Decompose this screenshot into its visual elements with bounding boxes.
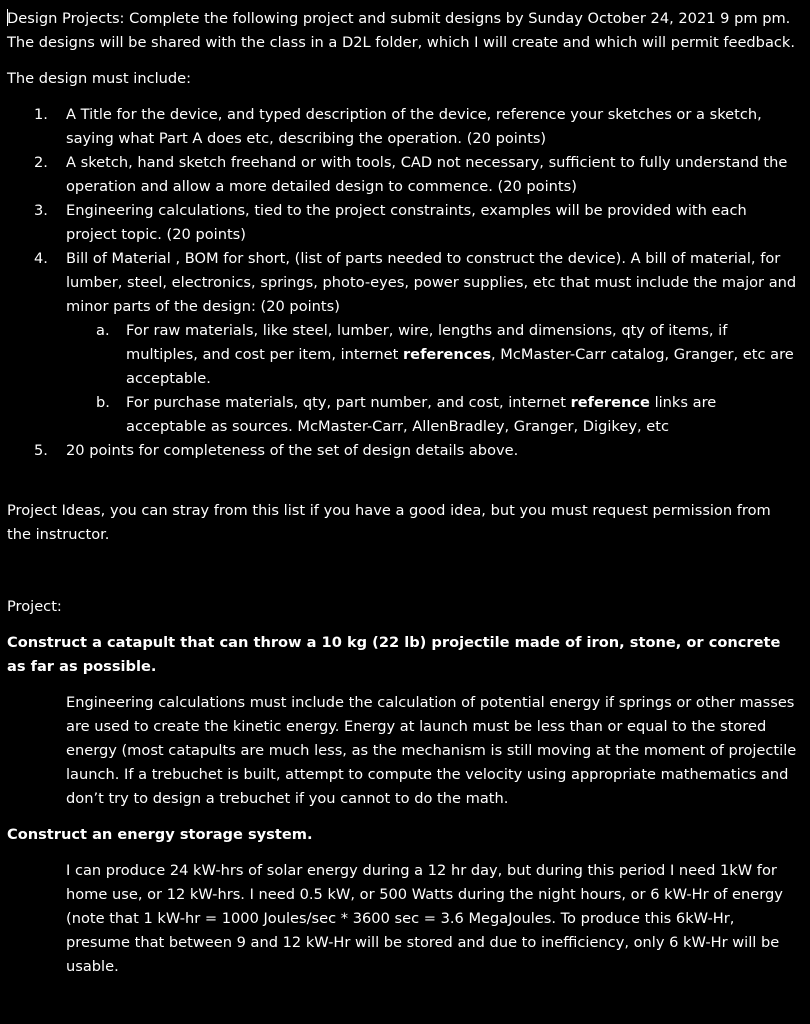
catapult-heading: Construct a catapult that can throw a 10 kg (22 lb) projectile made of iron, stone, or concrete as far as possible. [7,634,781,675]
bom-subitem-text-pre: For raw materials, like steel, lumber, wire, lengths and dimensions, qty of items, if multiples, and cost per item, internet [126,322,728,363]
bom-subitem-text [126,322,794,387]
requirement-number: 1. [34,106,48,123]
bom-subitem-bold: references [402,346,492,363]
requirement-item [7,103,799,151]
requirement-number: 4. [34,250,48,267]
requirement-text: A Title for the device, and typed description of the device, reference your sketches or a sketch, saying what Part A does etc, describing the operation. (20 points) [66,106,762,147]
intro-paragraph [7,7,799,55]
energy-storage-heading: Construct an energy storage system. [7,826,313,843]
bom-subitem-text-post: , McMaster-Carr catalog, Granger, etc are acceptable. [126,346,794,387]
project-label: Project: [7,598,62,615]
requirement-text: A sketch, hand sketch freehand or with tools, CAD not necessary, sufficient to fully understand the operation and allow a more detailed design to commence. (20 points) [66,154,788,195]
bom-subitem-text-post: links are acceptable as sources. McMaster-Carr, AllenBradley, Granger, Digikey, etc [126,394,717,435]
bom-subitem [66,391,799,439]
requirement-number: 5. [34,442,48,459]
requirements-list [7,103,799,463]
requirement-number: 2. [34,154,48,171]
requirement-text: 20 points for completeness of the set of design details above. [66,442,519,459]
requirement-item [7,199,799,247]
bom-subitem-bold: reference [570,394,650,411]
bom-sublist [66,319,799,439]
requirement-item [7,439,799,463]
bom-subitem-letter: b. [96,394,110,411]
requirement-text: Engineering calculations, tied to the project constraints, examples will be provided with each project topic. (20 points) [66,202,747,243]
bom-subitem-letter: a. [96,322,110,339]
requirement-item [7,247,799,439]
bom-subitem-text-pre: For purchase materials, qty, part number, and cost, internet [126,394,571,411]
catapult-description: Engineering calculations must include the calculation of potential energy if springs or other masses are used to create the kinetic energy. Energy at launch must be less than or equal to the stored energy (most catapults are much less, as the mechanism is still moving at the moment of projectile launch. If a trebuchet is built, attempt to compute the velocity using appropriate mathematics and don’t try to design a trebuchet if you cannot to do the math. [66,694,797,807]
bom-subitem-text [126,394,716,435]
requirement-item [7,151,799,199]
must-include-heading: The design must include: [7,70,192,87]
energy-storage-description: I can produce 24 kW-hrs of solar energy during a 12 hr day, but during this period I need 1kW for home use, or 12 kW-hrs. I need 0.5 kW, or 500 Watts during the night hours, or 6 kW-Hr of energy (note that 1 kW-hr = 1000 Joules/sec * 3600 sec = 3.6 MegaJoules. To produce this 6kW-Hr, presume that between 9 and 12 kW-Hr will be stored and due to inefficiency, only 6 kW-Hr will be usable. [66,862,783,975]
requirement-text: Bill of Material , BOM for short, (list of parts needed to construct the device). A bill of material, for lumber, steel, electronics, springs, photo-eyes, power supplies, etc that must include the major and minor parts of the design: (20 points) [66,250,797,315]
project-ideas-paragraph: Project Ideas, you can stray from this list if you have a good idea, but you must request permission from the instructor. [7,502,771,543]
bom-subitem [66,319,799,391]
document-page [7,7,799,979]
intro-text: Design Projects: Complete the following project and submit designs by Sunday October 24, 2021 9 pm pm. The designs will be shared with the class in a D2L folder, which I will create and which will permit feedback. [7,10,796,51]
requirement-number: 3. [34,202,48,219]
